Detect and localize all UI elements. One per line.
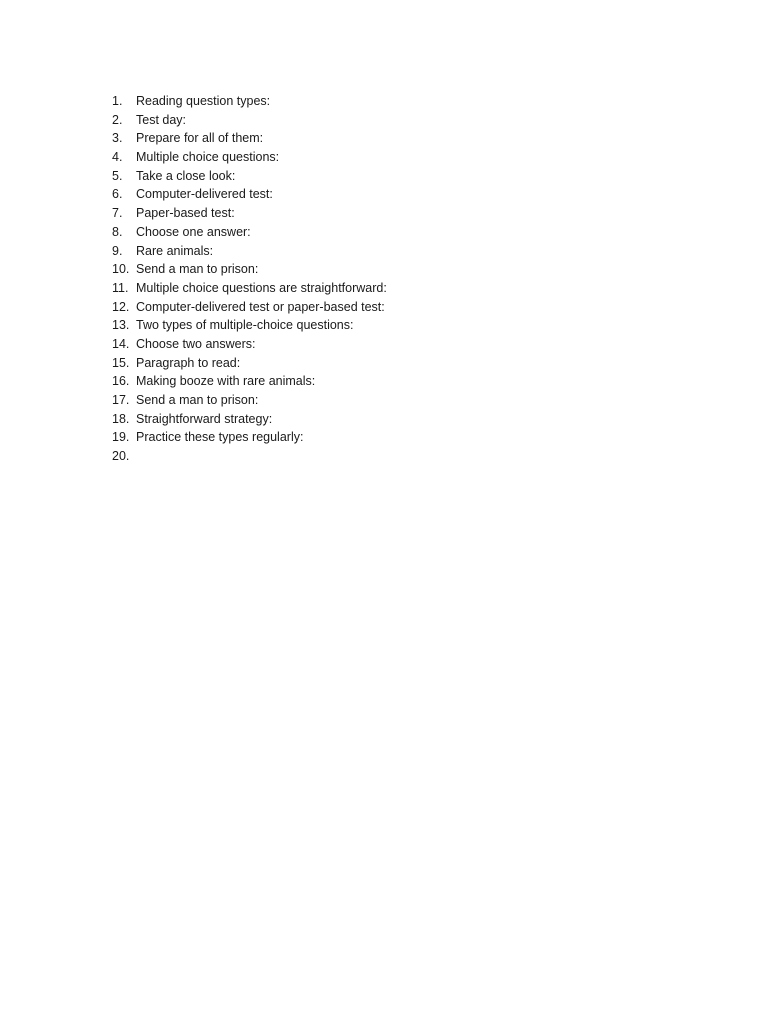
list-item-text: Multiple choice questions are straightforward: <box>136 280 387 295</box>
list-item-text: Making booze with rare animals: <box>136 374 316 389</box>
list-item-text: Send a man to prison: <box>136 262 259 277</box>
list-item-number: 1. <box>112 94 123 108</box>
list-item-number: 17. <box>112 393 130 407</box>
list-item-text: Reading question types: <box>136 94 271 108</box>
list-item-number: 2. <box>112 112 123 127</box>
list-item-number: 18. <box>112 411 130 426</box>
list-item-number: 20. <box>112 449 130 464</box>
list-item-text: Two types of multiple-choice questions: <box>136 318 354 333</box>
list-item-number: 13. <box>112 318 130 333</box>
list-item-number: 10. <box>112 262 130 277</box>
list-item-number: 4. <box>112 150 123 165</box>
list-item-text: Choose two answers: <box>136 336 256 351</box>
list-item-text: Rare animals: <box>136 243 214 258</box>
list-item-text: Paper-based test: <box>136 206 235 221</box>
list-item-number: 8. <box>112 224 123 239</box>
list-item-number: 14. <box>112 336 130 351</box>
list-item-number: 7. <box>112 206 123 221</box>
list-item-number: 15. <box>112 355 130 370</box>
list-item-text: Choose one answer: <box>136 224 251 239</box>
list-item-number: 3. <box>112 131 123 146</box>
list-item-number: 16. <box>112 374 130 389</box>
list-item-text: Take a close look: <box>136 168 236 183</box>
list-item-text: Multiple choice questions: <box>136 150 280 165</box>
list-item-number: 11. <box>112 280 129 295</box>
list-item-number: 6. <box>112 187 123 202</box>
list-item-text: Computer-delivered test or paper-based test: <box>136 299 385 314</box>
list-item-text: Prepare for all of them: <box>136 131 264 146</box>
list-item-text: Computer-delivered test: <box>136 187 273 202</box>
list-item-number: 12. <box>112 299 130 314</box>
list-item-number: 9. <box>112 243 123 258</box>
list-item-text: Practice these types regularly: <box>136 430 304 445</box>
list-item-number: 19. <box>112 430 130 445</box>
list-item-text: Straightforward strategy: <box>136 411 273 426</box>
list-item-text: Test day: <box>136 112 187 127</box>
list-item-number: 5. <box>112 168 123 183</box>
list-item-text: Send a man to prison: <box>136 393 259 407</box>
list-item-text: Paragraph to read: <box>136 355 241 370</box>
